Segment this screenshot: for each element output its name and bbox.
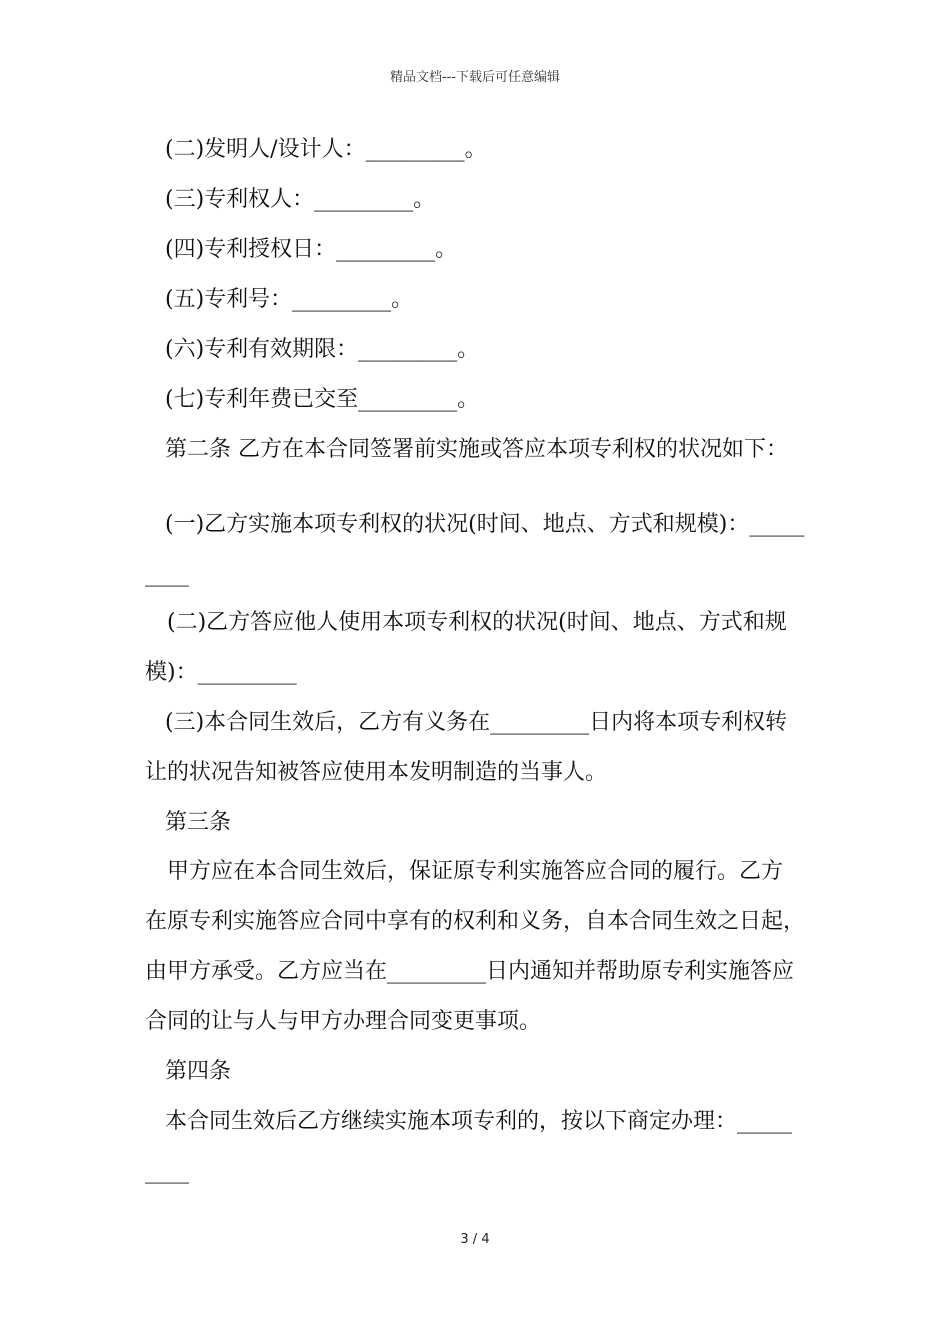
page-header: 精品文档---下载后可任意编辑 [389, 70, 561, 85]
article-two-item-one-cont: ____ [145, 562, 189, 587]
page-number: 3 / 4 [460, 1232, 490, 1247]
article-two-item-three-cont: 让的状况告知被答应使用本发明制造的当事人。 [145, 760, 608, 785]
article-two-item-three: (三)本合同生效后，乙方有义务在_________日内将本项专利权转 [165, 710, 788, 735]
clause-line-annual-fee: (七)专利年费已交至_________。 [165, 387, 480, 412]
article-four-heading: 第四条 [165, 1059, 232, 1084]
article-three-para-4: 合同的让与人与甲方办理合同变更事项。 [145, 1009, 542, 1034]
article-three-heading: 第三条 [165, 810, 232, 835]
clause-line-inventor: (二)发明人/设计人：_________。 [165, 137, 487, 162]
article-three-para-3: 由甲方承受。乙方应当在_________日内通知并帮助原专利实施答应 [145, 959, 795, 984]
article-four-para-1: 本合同生效后乙方继续实施本项专利的，按以下商定办理：_____ [165, 1109, 793, 1134]
article-two-item-two-cont: 模)：_________ [145, 660, 297, 685]
article-two-heading: 第二条 乙方在本合同签署前实施或答应本项专利权的状况如下： [165, 437, 788, 462]
clause-line-grant-date: (四)专利授权日：_________。 [165, 237, 458, 262]
article-two-item-one: (一)乙方实施本项专利权的状况(时间、地点、方式和规模)：_____ [165, 512, 805, 537]
clause-line-validity: (六)专利有效期限：_________。 [165, 337, 480, 362]
clause-line-patent-number: (五)专利号：_________。 [165, 287, 414, 312]
article-two-item-two: (二)乙方答应他人使用本项专利权的状况(时间、地点、方式和规 [167, 610, 787, 635]
article-three-para-1: 甲方应在本合同生效后，保证原专利实施答应合同的履行。乙方 [167, 859, 784, 884]
clause-line-patentee: (三)专利权人：_________。 [165, 187, 436, 212]
article-four-para-1-cont: ____ [145, 1159, 189, 1184]
article-three-para-2: 在原专利实施答应合同中享有的权利和义务，自本合同生效之日起， [145, 909, 806, 934]
